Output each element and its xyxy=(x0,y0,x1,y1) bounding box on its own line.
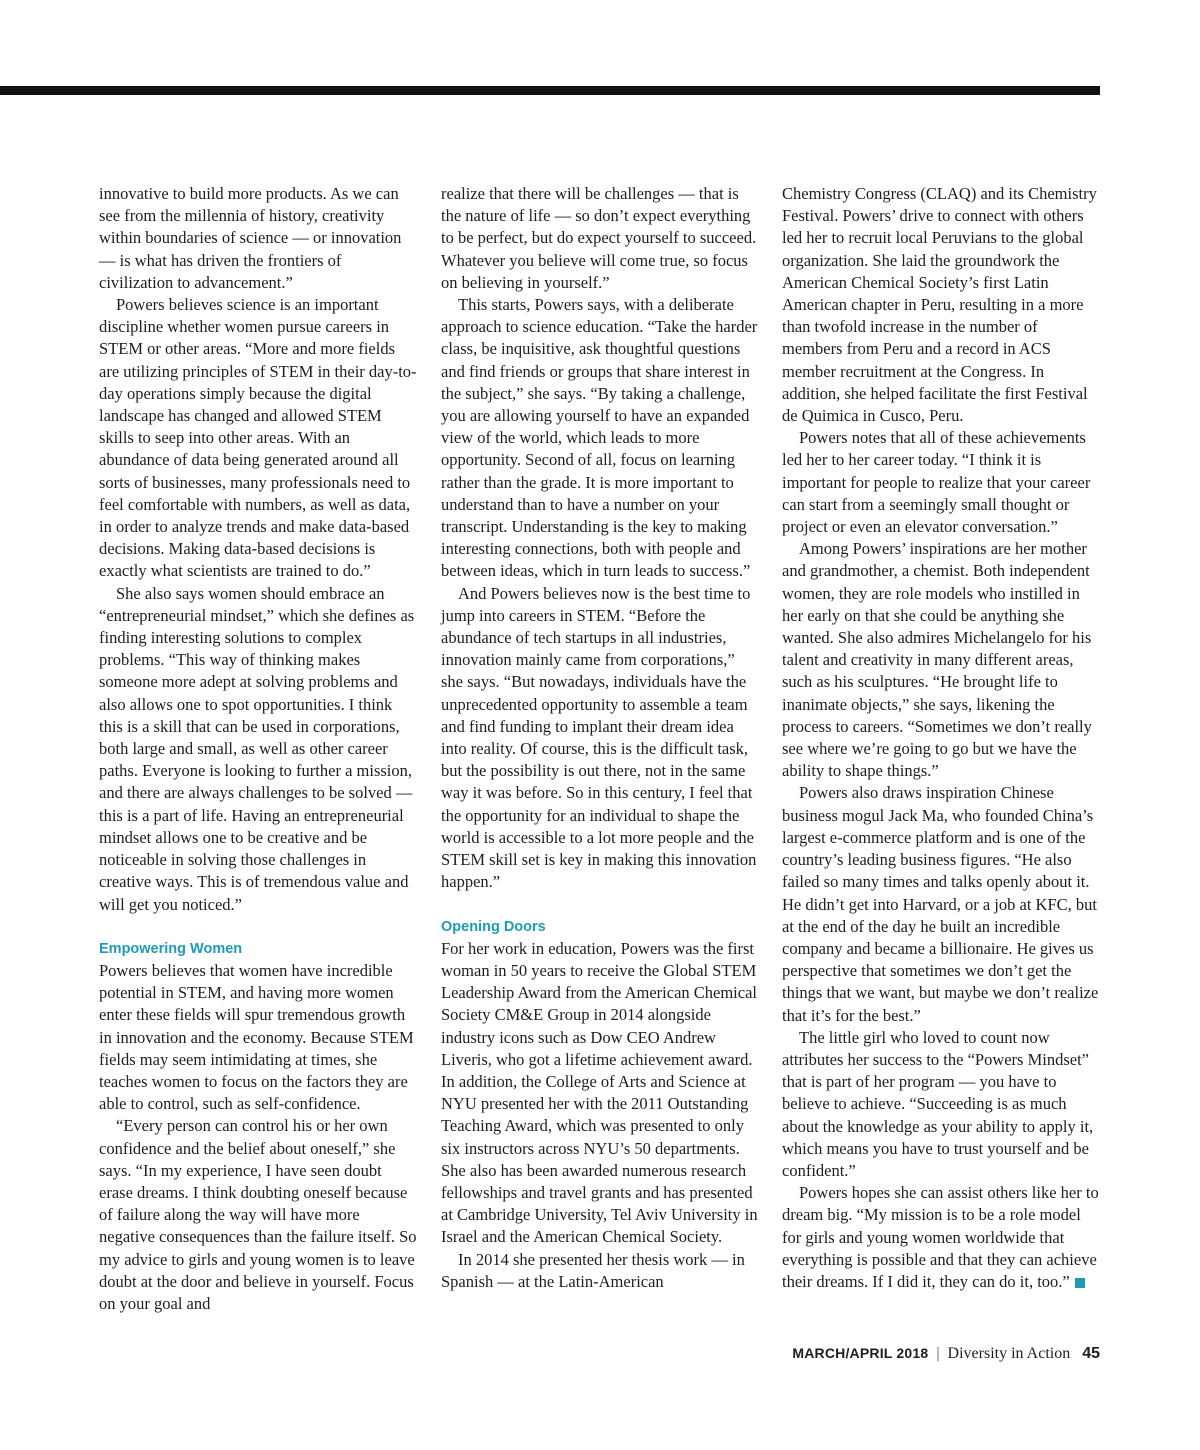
body-paragraph: Powers believes that women have incredible potential in STEM, and having more women enter these fields will spur tremendous growth in innovation and the economy. Because STEM fields may seem intimidating at times, she teaches women to focus on the factors they are able to control, such as self-confidence. xyxy=(99,960,414,1114)
footer-separator: | xyxy=(936,1345,940,1362)
body-paragraph: Powers believes science is an important discipline whether women pursue careers in STEM or other areas. “More and more fields are utilizing principles of STEM in their day-to-day operations simply because the digital landscape has changed and allowed STEM skills to seep into other areas. With an abundance of data being generated around all sorts of businesses, many professionals need to feel comfortable with numbers, as well as data, in order to analyze trends and make data-based decisions. Making data-based decisions is exactly what scientists are trained to do.” xyxy=(99,295,417,581)
end-of-article-icon xyxy=(1075,1278,1085,1288)
article-column-3 xyxy=(782,183,1100,1293)
article-column-1 xyxy=(99,183,417,1315)
issue-date: MARCH/APRIL 2018 xyxy=(792,1345,929,1361)
body-paragraph: In 2014 she presented her thesis work — in Spanish — at the Latin-American xyxy=(441,1249,745,1291)
article-column-2 xyxy=(441,183,759,1293)
section-heading: Opening Doors xyxy=(441,918,546,935)
body-paragraph: Powers notes that all of these achievements led her to her career today. “I think it is important for people to realize that your career can start from a seemingly small thought or project or even an elevator conversation.” xyxy=(782,428,1091,537)
body-paragraph: She also says women should embrace an “entrepreneurial mindset,” which she defines as finding interesting solutions to complex problems. “This way of thinking makes someone more adept at solving problems and also allows one to spot opportunities. I think this is a skill that can be used in corporations, both large and small, as well as other career paths. Everyone is looking to further a mission, and there are always challenges to be solved — this is a part of life. Having an entrepreneurial mindset allows one to be creative and be noticeable in solving those challenges in creative ways. This is of tremendous value and will get you noticed.” xyxy=(99,583,415,914)
body-paragraph: This starts, Powers says, with a deliberate approach to science education. “Take the harder class, be inquisitive, ask thoughtful questions and find friends or groups that share interest in the subject,” she says. “By taking a challenge, you are allowing yourself to have an expanded view of the world, which leads to more opportunity. Second of all, focus on learning rather than the grade. It is more important to understand than to have a number on your transcript. Understanding is the key to making interesting connections, both with people and between ideas, which in turn leads to success.” xyxy=(441,295,758,581)
page-number: 45 xyxy=(1082,1345,1100,1362)
page-footer xyxy=(792,1342,1100,1365)
body-paragraph: The little girl who loved to count now attributes her success to the “Powers Mindset” that is part of her program — you have to believe to achieve. “Succeeding is as much about the knowledge as your ability to apply it, which means you have to trust yourself and be confident.” xyxy=(782,1027,1094,1180)
body-paragraph: Chemistry Congress (CLAQ) and its Chemistry Festival. Powers’ drive to connect with others led her to recruit local Peruvians to the global organization. She laid the groundwork the American Chemical Society’s first Latin American chapter in Peru, resulting in a more than twofold increase in the number of members from Peru and a record in ACS member recruitment at the Congress. In addition, she helped facilitate the first Festival de Quimica in Cusco, Peru. xyxy=(782,184,1097,426)
top-rule xyxy=(0,86,1100,95)
body-paragraph: innovative to build more products. As we can see from the millennia of history, creativity within boundaries of science — or innovation — is what has driven the frontiers of civilization to advancement.” xyxy=(99,184,402,292)
body-paragraph: Powers hopes she can assist others like her to dream big. “My mission is to be a role model for girls and young women worldwide that everything is possible and that they can achieve their dreams. If I did it, they can do it, too.” xyxy=(782,1183,1099,1291)
body-paragraph: Powers also draws inspiration Chinese business mogul Jack Ma, who founded China’s largest e-commerce platform and is one of the country’s leading business figures. “He also failed so many times and talks openly about it. He didn’t get into Harvard, or a job at KFC, but at the end of the day he built an incredible company and became a billionaire. He gives us perspective that sometimes we don’t get the things that we want, but maybe we don’t realize that it’s for the best.” xyxy=(782,783,1099,1025)
body-paragraph: For her work in education, Powers was the first woman in 50 years to receive the Global STEM Leadership Award from the American Chemical Society CM&E Group in 2014 alongside industry icons such as Dow CEO Andrew Liveris, who got a lifetime achievement award. In addition, the College of Arts and Science at NYU presented her with the 2011 Outstanding Teaching Award, which was presented to only six instructors across NYU’s 50 departments. She also has been awarded numerous research fellowships and travel grants and has presented at Cambridge University, Tel Aviv University in Israel and the American Chemical Society. xyxy=(441,938,758,1247)
publication-name: Diversity in Action xyxy=(947,1345,1071,1362)
body-paragraph: realize that there will be challenges — that is the nature of life — so don’t expect everything to be perfect, but do expect yourself to succeed. Whatever you believe will come true, so focus on believing in yourself.” xyxy=(441,184,757,292)
section-heading: Empowering Women xyxy=(99,940,243,957)
body-paragraph: And Powers believes now is the best time to jump into careers in STEM. “Before the abundance of tech startups in all industries, innovation mainly came from corporations,” she says. “But nowadays, individuals have the unprecedented opportunity to assemble a team and find funding to implant their dream idea into reality. Of course, this is the difficult task, but the possibility is out there, not in the same way it was before. So in this century, I feel that the opportunity for an individual to shape the world is accessible to a lot more people and the STEM skill set is key in making this innovation happen.” xyxy=(441,583,757,892)
body-paragraph: Among Powers’ inspirations are her mother and grandmother, a chemist. Both independent women, they are role models who instilled in her early on that she could be anything she wanted. She also admires Michelangelo for his talent and creativity in many different areas, such as his sculptures. “He brought life to inanimate objects,” she says, likening the process to careers. “Sometimes we don’t really see where we’re going to go but we have the ability to shape things.” xyxy=(782,539,1092,781)
body-paragraph: “Every person can control his or her own confidence and the belief about oneself,” she says. “In my experience, I have seen doubt erase dreams. I think doubting oneself because of failure along the way will have more negative consequences than the failure itself. So my advice to girls and young women is to leave doubt at the door and believe in yourself. Focus on your goal and xyxy=(99,1116,417,1313)
